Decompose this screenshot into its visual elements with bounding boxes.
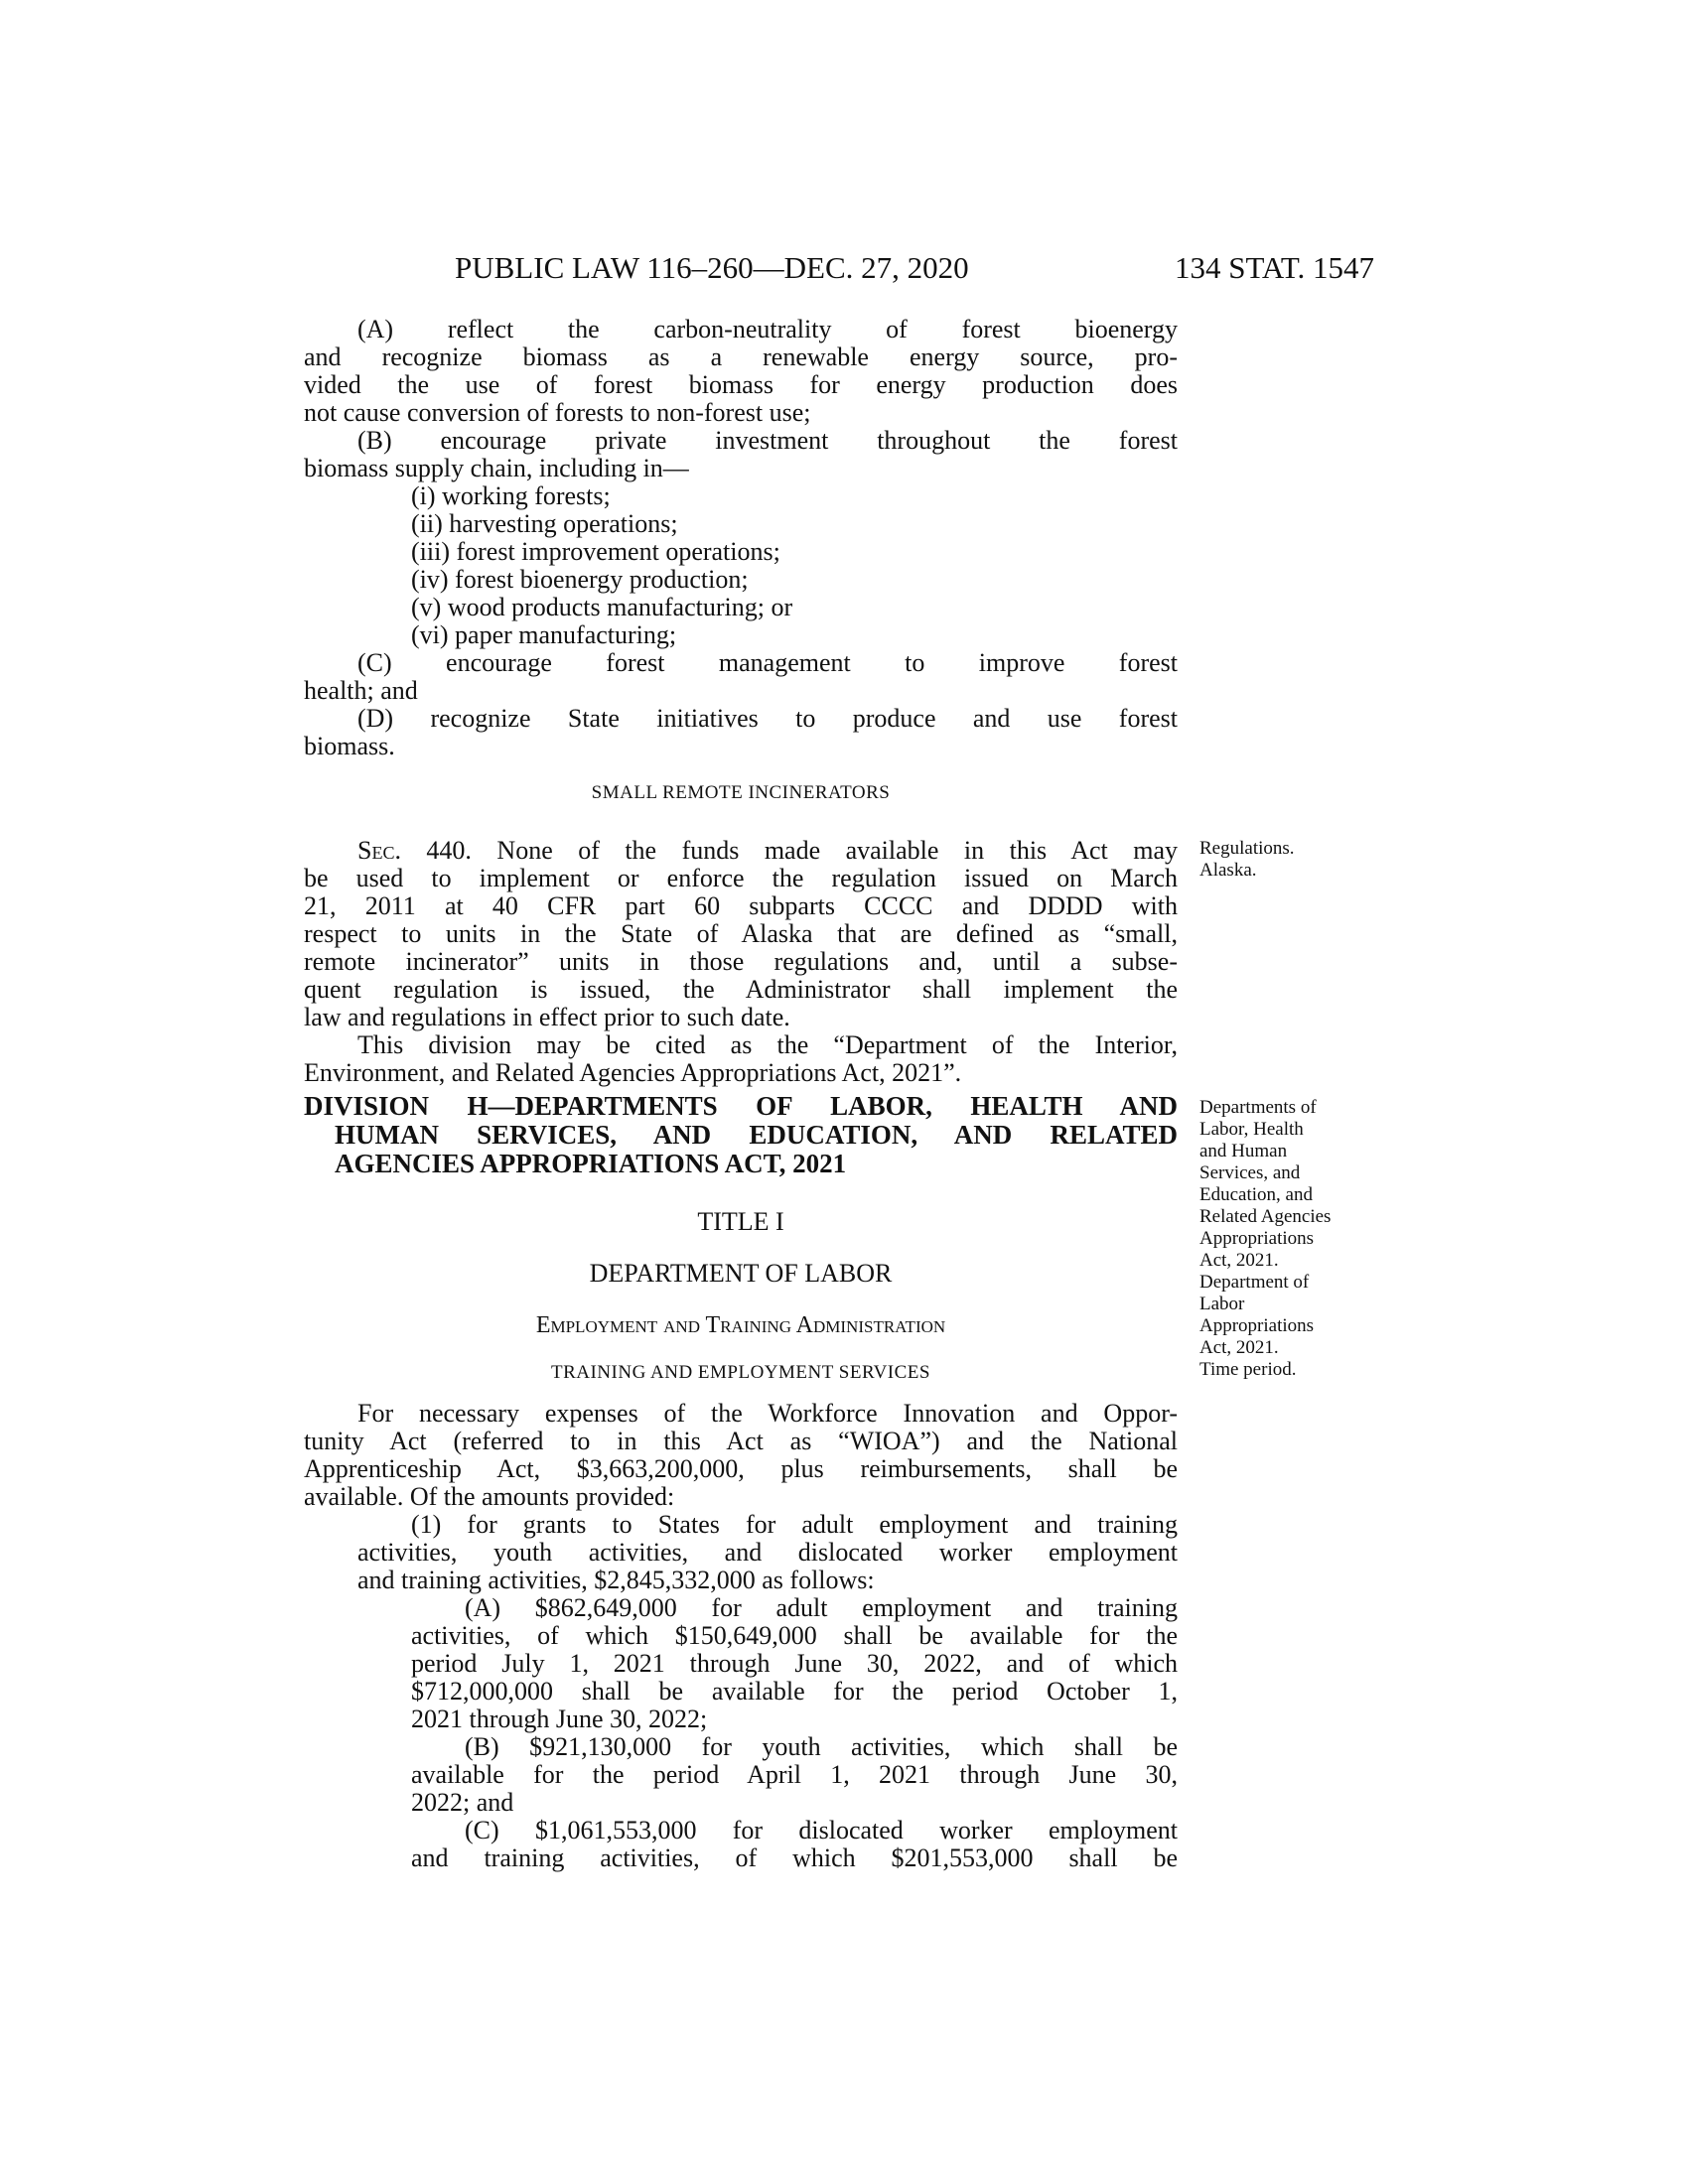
margin-note: Appropriations [1199,1315,1315,1336]
clause-c [304,649,1178,677]
training-employment-text [304,1400,1178,1872]
section-440-text: None of the funds made available in this Act may [471,836,1178,865]
short-title-line-2: Environment, and Related Agencies Appropriations Act, 2021”. [304,1058,962,1087]
subparagraph-a-line: (A) $862,649,000 for adult employment and training [465,1593,1178,1622]
margin-notes-section-440 [1199,838,1378,882]
margin-note: Education, and [1199,1184,1313,1205]
section-440-line: be used to implement or enforce the regulation issued on March [304,864,1178,892]
section-440-line: 21, 2011 at 40 CFR part 60 subparts CCCC and DDDD with [304,891,1178,920]
subparagraph-a [304,1594,1178,1733]
margin-note: Related Agencies [1199,1206,1332,1227]
division-h [304,1092,1178,1387]
clause-a [304,316,1178,343]
margin-note: Labor [1199,1294,1245,1314]
title-heading: TITLE I [697,1207,784,1236]
clause-b-item: (vi) paper manufacturing; [411,620,677,649]
margin-note: Regulations. [1199,838,1295,859]
paragraph-1 [304,1511,1178,1594]
margin-note: Department of [1199,1272,1310,1293]
subparagraph-c-line: and training activities, of which $201,553,000 shall be [411,1843,1178,1872]
clause-a-line-1: (A) reflect the carbon-neutrality of forest bioenergy [357,315,1178,343]
margin-note: Appropriations [1199,1228,1315,1249]
subparagraph-c [304,1817,1178,1872]
division-heading-line-1: DIVISION H—DEPARTMENTS OF LABOR, HEALTH AND [304,1091,1178,1121]
subparagraph-b [304,1733,1178,1817]
subparagraph-b-line: 2022; and [411,1788,514,1817]
subparagraph-b-line: available for the period April 1, 2021 through June 30, [411,1760,1178,1789]
margin-note: Labor, Health [1199,1119,1304,1140]
intro-line: Apprenticeship Act, $3,663,200,000, plus reimbursements, shall be [304,1454,1178,1483]
section-440-line: quent regulation is issued, the Administrator shall implement the [304,975,1178,1004]
section-440 [304,779,1178,1087]
clause-b-item: (i) working forests; [411,481,611,510]
division-heading-line-3: AGENCIES APPROPRIATIONS ACT, 2021 [335,1149,847,1178]
section-label: Sec. 440. [357,836,472,865]
intro-line: available. Of the amounts provided: [304,1482,675,1511]
clause-a-line-4: not cause conversion of forests to non-forest use; [304,398,811,427]
clause-c-line-1: (C) encourage forest management to improve forest [357,648,1178,677]
clause-a-line-3: vided the use of forest biomass for energy production does [304,370,1178,399]
margin-note: Services, and [1199,1162,1301,1183]
clause-b-items [304,482,1178,649]
division-heading-line-2: HUMAN SERVICES, AND EDUCATION, AND RELATED [335,1120,1178,1150]
section-440-line-1 [304,837,1178,865]
paragraph-1-line: and training activities, $2,845,332,000 as follows: [357,1566,875,1594]
section-440-line: remote incinerator” units in those regulations and, until a subse- [304,947,1178,976]
subparagraph-a-line: period July 1, 2021 through June 30, 2022, and of which [411,1649,1178,1678]
clause-a-line-2: and recognize biomass as a renewable energy source, pro- [304,342,1178,371]
forest-biomass-clauses [304,316,1178,760]
margin-note: Time period. [1199,1359,1297,1380]
margin-note: Act, 2021. [1199,1250,1279,1271]
paragraph-1-line: activities, youth activities, and dislocated worker employment [357,1538,1178,1567]
section-440-heading: SMALL REMOTE INCINERATORS [591,782,891,803]
subparagraph-c-line: (C) $1,061,553,000 for dislocated worker employment [465,1816,1178,1844]
section-440-line: law and regulations in effect prior to such date. [304,1003,790,1031]
clause-b-line-2: biomass supply chain, including in— [304,454,689,482]
clause-d-line-1: (D) recognize State initiatives to produce and use forest [357,704,1178,733]
agency-heading: Employment and Training Administration [535,1312,946,1338]
margin-notes-division-h [1199,1097,1378,1381]
running-header-page-number: 134 STAT. 1547 [1174,250,1374,285]
clause-b-item: (v) wood products manufacturing; or [411,593,793,621]
paragraph-1-line: (1) for grants to States for adult employment and training [411,1510,1178,1539]
clause-c-line-2: health; and [304,676,418,705]
subparagraph-a-line: activities, of which $150,649,000 shall be available for the [411,1621,1178,1650]
clause-b-item: (iv) forest bioenergy production; [411,565,749,594]
department-heading: DEPARTMENT OF LABOR [589,1259,893,1288]
subparagraph-a-line: 2021 through June 30, 2022; [411,1705,708,1733]
intro-line: For necessary expenses of the Workforce Innovation and Oppor- [357,1399,1178,1428]
margin-note: Act, 2021. [1199,1337,1279,1358]
clause-b-item: (iii) forest improvement operations; [411,537,780,566]
margin-note: Departments of [1199,1097,1317,1118]
intro-line: tunity Act (referred to in this Act as “WIOA”) and the National [304,1427,1178,1455]
running-header-title: PUBLIC LAW 116–260—DEC. 27, 2020 [455,250,969,285]
clause-b-item: (ii) harvesting operations; [411,509,678,538]
margin-note: Alaska. [1199,860,1257,881]
margin-note: and Human [1199,1141,1288,1161]
clause-d [304,705,1178,733]
clause-b [304,427,1178,455]
subparagraph-b-line: (B) $921,130,000 for youth activities, which shall be [465,1732,1178,1761]
account-heading: TRAINING AND EMPLOYMENT SERVICES [550,1362,930,1383]
section-440-line: respect to units in the State of Alaska that are defined as “small, [304,919,1178,948]
subparagraph-a-line: $712,000,000 shall be available for the period October 1, [411,1677,1178,1706]
clause-b-line-1: (B) encourage private investment throughout the forest [357,426,1178,455]
clause-d-line-2: biomass. [304,732,395,760]
short-title-line-1: This division may be cited as the “Department of the Interior, [357,1030,1178,1059]
